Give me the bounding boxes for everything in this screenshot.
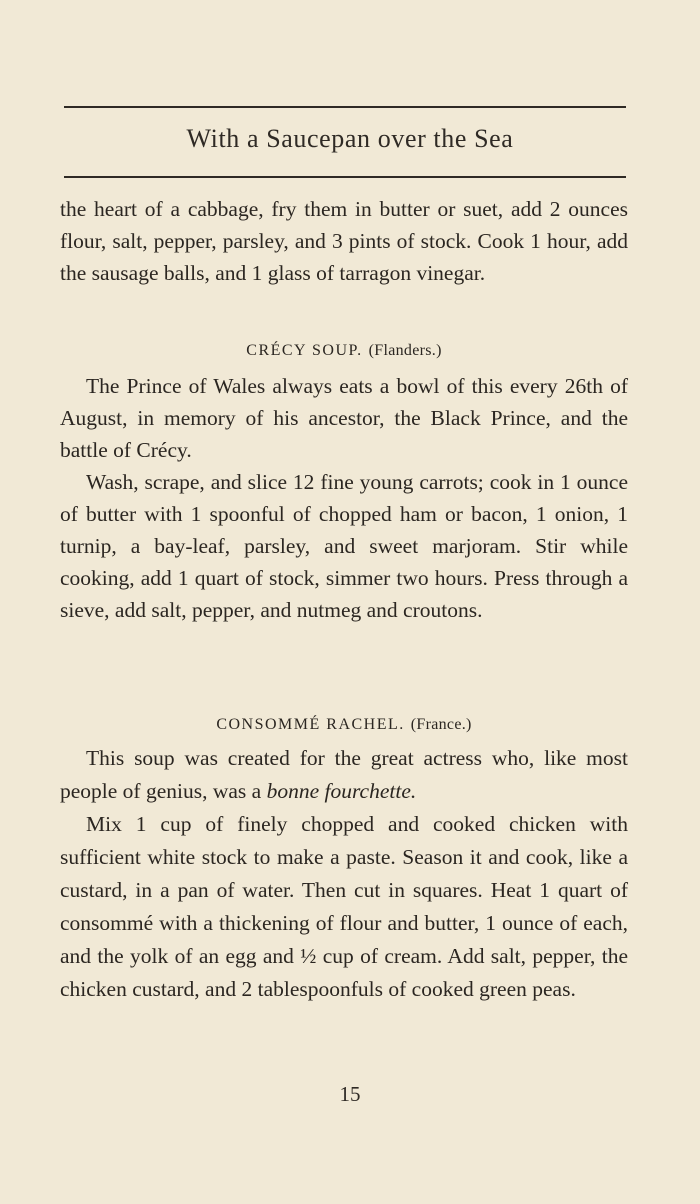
header-rule-bottom: [64, 176, 626, 178]
recipe-intro: The Prince of Wales always eats a bowl of this every 26th of August, in memory of his ancestor, the Black Prince, and the battle of Crécy.: [60, 374, 628, 462]
recipe-intro-italic: bonne fourchette.: [266, 779, 417, 803]
recipe-intro-text: This soup was created for the great actress who, like most people of genius, was a: [60, 746, 628, 803]
recipe-origin: (Flanders.): [368, 342, 442, 359]
continued-paragraph: the heart of a cabbage, fry them in butter or suet, add 2 ounces flour, salt, pepper, parsley, and 3 pints of stock. Cook 1 hour, add the sausage balls, and 1 glass of tarragon vinegar.: [60, 197, 628, 285]
recipe-method: Mix 1 cup of finely chopped and cooked chicken with sufficient white stock to make a paste. Season it and cook, like a custard, in a pan of water. Then cut in squares. Heat 1 quart of consommé with a thickening of flour and butter, 1 ounce of each, and the yolk of an egg and ½ cup of cream. Add salt, pepper, the chicken custard, and 2 tablespoonfuls of cooked green peas.: [60, 812, 628, 1001]
recipe-title: CONSOMMÉ RACHEL.: [216, 716, 405, 733]
page-number: 15: [339, 1082, 361, 1106]
recipe-title: CRÉCY SOUP.: [246, 342, 363, 359]
recipe-body-crecy: [60, 370, 628, 626]
continued-paragraph-block: [60, 193, 628, 289]
recipe-heading-crecy: [60, 336, 628, 366]
recipe-body-consomme: [60, 742, 628, 1006]
running-title: With a Saucepan over the Sea: [186, 124, 514, 153]
header-rule-top: [64, 106, 626, 108]
recipe-method: Wash, scrape, and slice 12 fine young carrots; cook in 1 ounce of butter with 1 spoonful of chopped ham or bacon, 1 onion, 1 turnip, a bay-leaf, parsley, and sweet marjoram. Stir while cooking, add 1 quart of stock, simmer two hours. Press through a sieve, add salt, pepper, and nutmeg and croutons.: [60, 470, 628, 622]
recipe-intro: [60, 742, 628, 808]
recipe-origin: (France.): [410, 716, 472, 733]
recipe-heading-consomme: [60, 710, 628, 740]
